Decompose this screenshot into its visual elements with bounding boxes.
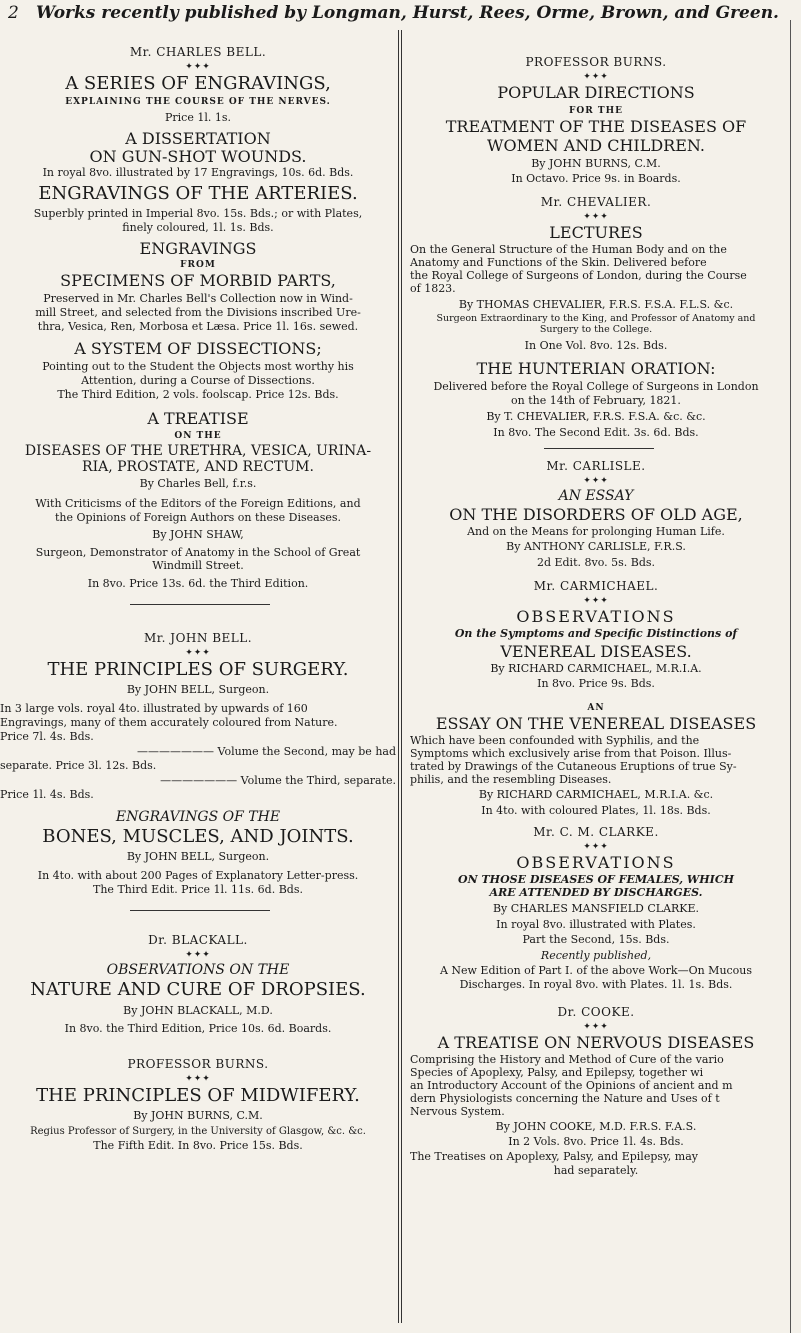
book-title: ENGRAVINGS — [139, 239, 257, 258]
book-author: By Charles Bell, f.r.s. — [139, 477, 257, 490]
book-details: separate. Price 3l. 12s. Bds. — [0, 759, 157, 772]
book-title: ARE ATTENDED BY DISCHARGES. — [489, 886, 703, 899]
book-details: Preserved in Mr. Charles Bell's Collection now in Wind- — [43, 292, 353, 305]
connecting-word: FOR THE — [569, 106, 623, 116]
book-title: LECTURES — [549, 223, 643, 242]
book-title: A DISSERTATION — [125, 129, 271, 148]
book-title: SPECIMENS OF MORBID PARTS, — [60, 271, 336, 290]
book-details: ——————— Volume the Second, may be had — [137, 745, 396, 758]
book-details: With Criticisms of the Editors of the Foreign Editions, and — [35, 497, 361, 510]
book-title: BONES, MUSCLES, AND JOINTS. — [42, 826, 354, 847]
book-details: In royal 8vo. illustrated with Plates. — [496, 918, 696, 931]
book-details: had separately. — [553, 1164, 639, 1177]
book-details: on the 14th of February, 1821. — [511, 394, 681, 407]
book-details: In 3 large vols. royal 4to. illustrated by upwards of 160 — [0, 702, 308, 715]
book-details: mill Street, and selected from the Divisions inscribed Ure- — [35, 306, 361, 319]
ornament-divider: ✦✦✦ — [583, 1022, 609, 1032]
book-details: Nervous System. — [410, 1105, 505, 1118]
author-heading: PROFESSOR BURNS. — [525, 55, 667, 69]
book-author: By ANTHONY CARLISLE, F.R.S. — [506, 540, 686, 553]
book-details: The Third Edition, 2 vols. foolscap. Price 12s. Bds. — [57, 388, 339, 401]
book-title: ENGRAVINGS OF THE — [115, 809, 281, 825]
book-details: philis, and the resembling Diseases. — [410, 773, 612, 786]
book-title: ON GUN-SHOT WOUNDS. — [89, 147, 307, 166]
author-heading: Mr. CHEVALIER. — [540, 195, 652, 209]
author-heading: PROFESSOR BURNS. — [127, 1057, 269, 1071]
book-author: By JOHN BLACKALL, M.D. — [123, 1004, 273, 1017]
book-details: In royal 8vo. illustrated by 17 Engravings, 10s. 6d. Bds. — [42, 166, 354, 179]
book-details: Pointing out to the Student the Objects most worthy his — [42, 360, 354, 373]
book-details: Superbly printed in Imperial 8vo. 15s. Bds.; or with Plates, — [33, 207, 363, 220]
book-details: Part the Second, 15s. Bds. — [522, 933, 670, 946]
book-details: an Introductory Account of the Opinions of ancient and m — [410, 1079, 733, 1092]
book-details: of 1823. — [410, 282, 456, 295]
running-header — [6, 2, 801, 24]
book-details: Engravings, many of them accurately coloured from Nature. — [0, 716, 338, 729]
book-title: WOMEN AND CHILDREN. — [487, 136, 705, 155]
ornament-divider: ✦✦✦ — [583, 596, 609, 606]
book-details: The Third Edit. Price 1l. 11s. 6d. Bds. — [93, 883, 303, 896]
book-details: In 4to. with coloured Plates, 1l. 18s. Bds. — [481, 804, 711, 817]
ornament-divider: ✦✦✦ — [583, 72, 609, 82]
book-title: POPULAR DIRECTIONS — [497, 83, 695, 102]
author-heading: Mr. JOHN BELL. — [143, 631, 253, 645]
book-details: Price 1l. 4s. Bds. — [0, 788, 94, 801]
section-separator — [544, 448, 654, 449]
book-author: By RICHARD CARMICHAEL, M.R.I.A. — [490, 662, 702, 675]
section-separator — [130, 604, 270, 605]
book-title: THE HUNTERIAN ORATION: — [476, 359, 716, 378]
book-author: By JOHN BELL, Surgeon. — [126, 850, 270, 863]
running-title: Works recently published by Longman, Hurst, Rees, Orme, Brown, and Green. — [36, 3, 779, 23]
book-title: OBSERVATIONS ON THE — [106, 962, 290, 978]
ornament-divider: ✦✦✦ — [185, 950, 211, 960]
book-title: OBSERVATIONS — [516, 607, 676, 626]
author-heading: Dr. COOKE. — [557, 1005, 635, 1019]
book-title: ENGRAVINGS OF THE ARTERIES. — [38, 183, 358, 204]
book-details: Which have been confounded with Syphilis, and the — [410, 734, 700, 747]
book-details: Regius Professor of Surgery, in the University of Glasgow, &c. &c. — [30, 1126, 366, 1137]
book-author: By RICHARD CARMICHAEL, M.R.I.A. &c. — [478, 788, 714, 801]
book-details: finely coloured, 1l. 1s. Bds. — [122, 221, 274, 234]
connecting-word: FROM — [180, 260, 216, 270]
book-details: The Treatises on Apoplexy, Palsy, and Epilepsy, may — [410, 1150, 698, 1163]
book-details: 2d Edit. 8vo. 5s. Bds. — [536, 556, 656, 569]
book-details: In 8vo. The Second Edit. 3s. 6d. Bds. — [493, 426, 699, 439]
column-rule-inner — [401, 30, 402, 1323]
ornament-divider: ✦✦✦ — [583, 476, 609, 486]
book-details: ——————— Volume the Third, separate. — [160, 774, 396, 787]
author-heading: Mr. CARMICHAEL. — [533, 579, 659, 593]
ornament-divider: ✦✦✦ — [583, 842, 609, 852]
book-title: THE PRINCIPLES OF SURGERY. — [47, 659, 349, 680]
book-title: ON THE DISORDERS OF OLD AGE, — [449, 505, 743, 524]
book-details: In 2 Vols. 8vo. Price 1l. 4s. Bds. — [508, 1135, 684, 1148]
book-author: By T. CHEVALIER, F.R.S. F.S.A. &c. &c. — [486, 410, 706, 423]
book-details: Symptoms which exclusively arise from that Poison. Illus- — [410, 747, 732, 760]
author-heading: Dr. BLACKALL. — [148, 933, 248, 947]
book-details: Price 7l. 4s. Bds. — [0, 730, 94, 743]
book-title: RIA, PROSTATE, AND RECTUM. — [82, 459, 314, 475]
book-details: Windmill Street. — [152, 559, 244, 572]
book-details: In 4to. with about 200 Pages of Explanatory Letter-press. — [37, 869, 359, 882]
book-details: Surgeon, Demonstrator of Anatomy in the School of Great — [35, 546, 361, 559]
book-details: In One Vol. 8vo. 12s. Bds. — [524, 339, 668, 352]
book-details: In 8vo. Price 9s. Bds. — [537, 677, 655, 690]
connecting-word: AN — [587, 703, 605, 713]
book-details: Delivered before the Royal College of Surgeons in London — [433, 380, 759, 393]
book-title: OBSERVATIONS — [516, 853, 676, 872]
book-title: ESSAY ON THE VENEREAL DISEASES — [435, 714, 757, 733]
book-details: Discharges. In royal 8vo. with Plates. 1l. 1s. Bds. — [459, 978, 733, 991]
book-details: Surgeon Extraordinary to the King, and Professor of Anatomy and — [436, 313, 756, 324]
book-details: Recently published, — [540, 949, 652, 962]
book-author: By JOHN SHAW, — [152, 528, 244, 541]
book-details: In Octavo. Price 9s. in Boards. — [511, 172, 681, 185]
book-author: By JOHN BELL, Surgeon. — [126, 683, 270, 696]
book-details: Anatomy and Functions of the Skin. Delivered before — [410, 256, 707, 269]
ornament-divider: ✦✦✦ — [185, 1074, 211, 1084]
author-heading: Mr. CHARLES BELL. — [129, 45, 267, 59]
book-details: the Opinions of Foreign Authors on these Diseases. — [54, 511, 342, 524]
book-author: By JOHN COOKE, M.D. F.R.S. F.A.S. — [495, 1120, 697, 1133]
book-details: thra, Vesica, Ren, Morbosa et Læsa. Price 1l. 16s. sewed. — [37, 320, 359, 333]
book-details: Attention, during a Course of Dissections. — [81, 374, 315, 387]
book-title: A SERIES OF ENGRAVINGS, — [65, 73, 331, 94]
book-details: trated by Drawings of the Cutaneous Eruptions of true Sy- — [410, 760, 737, 773]
author-heading: Mr. CARLISLE. — [546, 459, 646, 473]
book-details: The Fifth Edit. In 8vo. Price 15s. Bds. — [93, 1139, 303, 1152]
page-number: 2 — [8, 3, 19, 23]
book-author: By JOHN BURNS, C.M. — [133, 1109, 263, 1122]
book-price: Price 1l. 1s. — [165, 111, 231, 124]
ornament-divider: ✦✦✦ — [185, 62, 211, 72]
book-details: And on the Means for prolonging Human Life. — [467, 525, 725, 538]
book-details: the Royal College of Surgeons of London, during the Course — [410, 269, 747, 282]
book-title: NATURE AND CURE OF DROPSIES. — [30, 979, 366, 1000]
book-title: A TREATISE ON NERVOUS DISEASES — [437, 1033, 755, 1052]
book-details: dern Physiologists concerning the Nature and Uses of t — [410, 1092, 720, 1105]
book-details: On the General Structure of the Human Body and on the — [410, 243, 727, 256]
ornament-divider: ✦✦✦ — [185, 648, 211, 658]
book-title: ON THOSE DISEASES OF FEMALES, WHICH — [458, 873, 734, 886]
connecting-word: ON THE — [174, 431, 222, 441]
book-title: VENEREAL DISEASES. — [500, 642, 692, 661]
book-title: On the Symptoms and Specific Distinctions of — [454, 627, 738, 640]
book-details: Species of Apoplexy, Palsy, and Epilepsy, together wi — [410, 1066, 704, 1079]
book-subtitle: EXPLAINING THE COURSE OF THE NERVES. — [65, 97, 331, 107]
book-details: Comprising the History and Method of Cure of the vario — [410, 1053, 724, 1066]
book-title: THE PRINCIPLES OF MIDWIFERY. — [36, 1085, 360, 1106]
page-edge-rule — [790, 20, 791, 1333]
book-details: In 8vo. Price 13s. 6d. the Third Edition. — [87, 577, 309, 590]
book-title: A SYSTEM OF DISSECTIONS; — [74, 339, 322, 358]
book-author: By THOMAS CHEVALIER, F.R.S. F.S.A. F.L.S. &c. — [458, 298, 734, 311]
book-author: By CHARLES MANSFIELD CLARKE. — [492, 902, 700, 915]
book-title: TREATMENT OF THE DISEASES OF — [445, 117, 747, 136]
section-separator — [130, 910, 270, 911]
book-title: DISEASES OF THE URETHRA, VESICA, URINA- — [24, 443, 372, 459]
book-author: By JOHN BURNS, C.M. — [531, 157, 661, 170]
ornament-divider: ✦✦✦ — [583, 212, 609, 222]
book-title: AN ESSAY — [558, 488, 634, 504]
book-details: In 8vo. the Third Edition, Price 10s. 6d. Boards. — [64, 1022, 332, 1035]
author-heading: Mr. C. M. CLARKE. — [533, 825, 659, 839]
book-details: Surgery to the College. — [539, 324, 653, 335]
column-rule — [398, 30, 399, 1323]
book-details: A New Edition of Part I. of the above Work—On Mucous — [439, 964, 753, 977]
book-title: A TREATISE — [147, 409, 249, 428]
